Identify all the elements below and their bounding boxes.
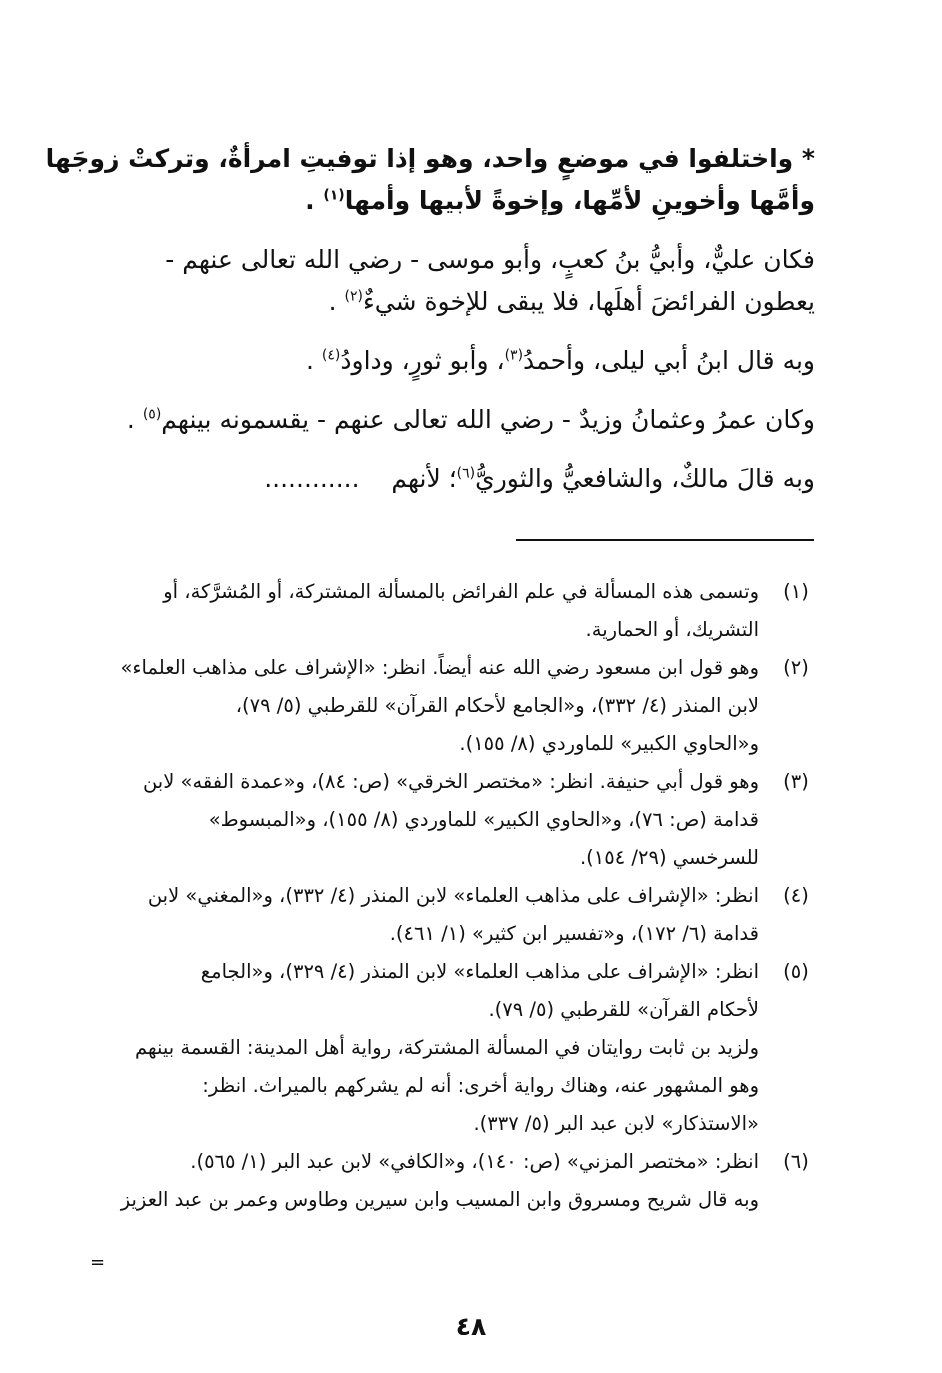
footnote-number: (٢)	[783, 656, 809, 679]
footnote	[100, 953, 816, 1143]
footnote-ref-4: (٤)	[321, 347, 341, 364]
footnote-number: (٦)	[783, 1150, 809, 1173]
paragraph-3-text-1: وبه قال ابنُ أبي ليلى، وأحمدُ	[523, 346, 815, 375]
footnote-separator	[516, 539, 814, 541]
paragraph-1-line-2-text: وأمَّها وأخوينِ لأمِّها، وإخوةً لأبيها وأمها	[344, 186, 815, 215]
paragraph-5-text: وبه قالَ مالكٌ، والشافعيُّ والثوريُّ	[475, 464, 815, 493]
main-text	[45, 138, 815, 517]
paragraph-4-text: وكان عمرُ وعثمانُ وزيدٌ - رضي الله تعالى عنهم - يقسمونه بينهم	[161, 405, 815, 434]
footnote-line: وتسمى هذه المسألة في علم الفرائض بالمسألة المشتركة، أو المُشرَّكة، أو	[163, 580, 759, 603]
footnote-ref-6: (٦)	[456, 465, 476, 482]
footnote-line: وهو قول ابن مسعود رضي الله عنه أيضاً. انظر: «الإشراف على مذاهب العلماء»	[120, 656, 759, 679]
footnote-line: قدامة (ص: ٧٦)، و«الحاوي الكبير» للماوردي (٨/ ١٥٥)، و«المبسوط»	[208, 808, 759, 831]
footnote	[100, 763, 816, 877]
paragraph-3	[100, 340, 815, 382]
footnote-line: قدامة (٦/ ١٧٢)، و«تفسير ابن كثير» (١/ ٤٦١).	[389, 922, 759, 945]
footnote-line: انظر: «الإشراف على مذاهب العلماء» لابن المنذر (٤/ ٣٢٩)، و«الجامع	[200, 960, 759, 983]
footnote	[100, 1143, 816, 1219]
footnote-line: «الاستذكار» لابن عبد البر (٥/ ٣٣٧).	[473, 1112, 759, 1135]
footnote-line: التشريك، أو الحمارية.	[585, 618, 759, 641]
footnote-line: انظر: «الإشراف على مذاهب العلماء» لابن المنذر (٤/ ٣٣٢)، و«المغني» لابن	[147, 884, 759, 907]
footnotes	[100, 573, 816, 1219]
footnote-number: (٣)	[783, 770, 809, 793]
paragraph-1-line-2	[100, 180, 815, 222]
paragraph-4-line	[100, 399, 815, 441]
footnote-line: للسرخسي (٢٩/ ١٥٤).	[579, 846, 759, 869]
paragraph-1	[45, 138, 815, 222]
footnote-ref-5: (٥)	[142, 406, 162, 423]
footnote-line: ولزيد بن ثابت روايتان في المسألة المشتركة، رواية أهل المدينة: القسمة بينهم	[135, 1036, 759, 1059]
footnote-line: وبه قال شريح ومسروق وابن المسيب وابن سيرين وطاوس وعمر بن عبد العزيز	[120, 1188, 759, 1211]
footnote-line: و«الحاوي الكبير» للماوردي (٨/ ١٥٥).	[459, 732, 759, 755]
footnote-ref-3: (٣)	[504, 347, 524, 364]
paragraph-2	[100, 239, 815, 323]
page-number: ٤٨	[455, 1312, 487, 1341]
paragraph-2-end: .	[328, 287, 345, 316]
footnote-line: لأحكام القرآن» للقرطبي (٥/ ٧٩).	[488, 998, 759, 1021]
footnote-line: انظر: «مختصر المزني» (ص: ١٤٠)، و«الكافي» لابن عبد البر (١/ ٥٦٥).	[190, 1150, 759, 1173]
footnote-line: وهو قول أبي حنيفة. انظر: «مختصر الخرقي» (ص: ٨٤)، و«عمدة الفقه» لابن	[142, 770, 759, 793]
paragraph-4	[100, 399, 815, 441]
footnote-number: (٤)	[783, 884, 809, 907]
paragraph-2-line-1: فكان عليٌّ، وأبيُّ بنُ كعبٍ، وأبو موسى - رضي الله تعالى عنهم -	[165, 245, 815, 274]
footnote-number: (٥)	[783, 960, 809, 983]
paragraph-4-end: .	[126, 405, 143, 434]
footnote	[100, 573, 816, 649]
paragraph-1-end: .	[305, 186, 324, 215]
footnote-line: لابن المنذر (٤/ ٣٣٢)، و«الجامع لأحكام القرآن» للقرطبي (٥/ ٧٩)،	[235, 694, 759, 717]
paragraph-3-end: .	[306, 346, 322, 375]
footnote-line: وهو المشهور عنه، وهناك رواية أخرى: أنه لم يشركهم بالميراث. انظر:	[202, 1074, 759, 1097]
paragraph-2-line-2-text: يعطون الفرائضَ أهلَها، فلا يبقى للإخوة شيءٌ	[362, 287, 815, 316]
continuation-dots: ............	[264, 464, 360, 493]
paragraph-5	[100, 458, 815, 500]
continuation-mark: =	[90, 1252, 106, 1273]
paragraph-5-line	[100, 458, 815, 500]
paragraph-5-text-2: ؛ لأنهم	[391, 464, 457, 493]
footnote-number: (١)	[783, 580, 809, 603]
footnote-ref-2: (٢)	[344, 288, 363, 305]
footnote	[100, 649, 816, 763]
paragraph-3-text-2: ، وأبو ثورٍ، وداودُ	[340, 346, 505, 375]
footnote-ref-1: (١)	[323, 187, 345, 204]
paragraph-1-line-1: * واختلفوا في موضعٍ واحد، وهو إذا توفيتِ امرأةٌ، وتركتْ زوجَها	[45, 144, 815, 173]
paragraph-2-line-2	[100, 281, 815, 323]
paragraph-3-line	[100, 340, 815, 382]
footnote	[100, 877, 816, 953]
